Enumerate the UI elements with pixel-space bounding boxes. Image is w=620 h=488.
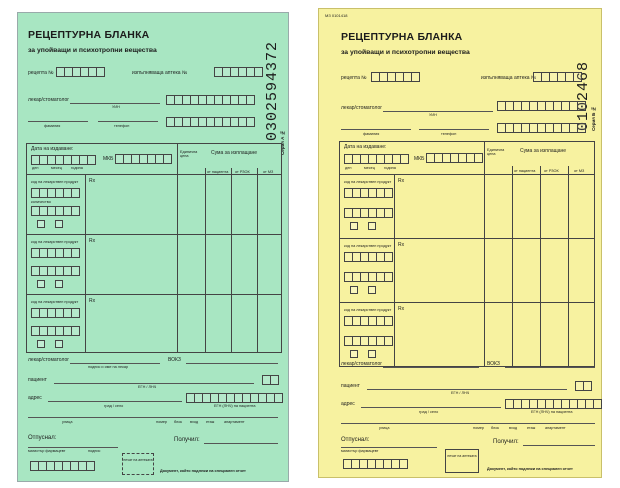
pharmacy-stamp: печат на аптеката (445, 449, 479, 473)
serial-number: 0102468 (575, 60, 592, 131)
doctor-label: лекар/стоматолог (28, 97, 70, 103)
serial-label: Серия Б № (591, 106, 596, 131)
drug-code-2[interactable] (31, 248, 79, 258)
recipe-no-label: рецепта № (28, 70, 54, 76)
rx-table: Дата на издаване: ден месец година МКБ Единична цена Сума за изплащане от пациента от РЗОК от МЗ Rx код на лекарствен продукт Rx код на лекарствен продукт Rx код на лекарствен продукт (339, 141, 595, 367)
recipe-no-boxes[interactable] (56, 67, 104, 77)
serial-number: 0302594372 (264, 40, 281, 141)
date-boxes[interactable] (31, 155, 95, 165)
egn-boxes[interactable] (186, 393, 282, 403)
prescription-form-green: РЕЦЕПТУРНА БЛАНКА за упойващи и психотропни вещества 0302594372 Серия А № рецепта № изпълняваща аптека № лекар/стоматолог УИН фамилия телефон Дата на издаване: ден месец година МКБ Единична цена Сума за изплащане от пациента от РЗОК от МЗ Rx код на лекарствен продукт количество Rx код на лекарствен продукт Rx код на лекарствен продукт лекар/стоматолог подпис и име на лекар ВОКЗ пациент ЕГН / ЛНЧ адрес град / село ЕГН (ЛНЧ) на пациента улица номер блок вход етаж апартамент Отпуснал: магистър фармацевт подпис Получил: печат на аптеката Документ, който подлежи на специален отчет (17, 12, 289, 482)
rzok-boxes[interactable] (166, 117, 254, 127)
rx-table: Дата на издаване: ден месец година МКБ Единична цена Сума за изплащане от пациента от РЗОК от МЗ Rx код на лекарствен продукт количество Rx код на лекарствен продукт Rx код на лекарствен продукт (26, 143, 282, 353)
pharmacy-label: изпълняваща аптека № (132, 70, 188, 76)
form-title: РЕЦЕПТУРНА БЛАНКА (28, 29, 150, 41)
serial-label: Серия А № (280, 130, 285, 155)
uin-boxes[interactable] (166, 95, 254, 105)
drug-code-1[interactable] (31, 188, 79, 198)
prescription-form-yellow: МЗ 0101418 РЕЦЕПТУРНА БЛАНКА за упойващи и психотропни вещества 0102468 Серия Б № рецепта № изпълняваща аптека № лекар/стоматолог УИН фамилия телефон Дата на издаване: ден месец година МКБ Единична цена Сума за изплащане от пациента от РЗОК от МЗ Rx код на лекарствен продукт Rx код на лекарствен продукт Rx код на лекарствен продукт лекар/стоматолог ВОКЗ пациент ЕГН / ЛНЧ адрес град / село ЕГН (ЛНЧ) на пациента улица номер блок вход етаж апартамент Отпуснал: магистър фармацевт Получил: печат на аптеката Документ, който подлежи на специален отчет (318, 8, 602, 478)
pharmacy-stamp: печат на аптеката (122, 453, 154, 475)
pharmacy-boxes[interactable] (214, 67, 262, 77)
drug-code-3[interactable] (31, 308, 79, 318)
form-subtitle: за упойващи и психотропни вещества (341, 49, 470, 56)
form-title: РЕЦЕПТУРНА БЛАНКА (341, 31, 463, 43)
mkb-boxes[interactable] (115, 154, 171, 164)
date-label: Дата на издаване: (31, 146, 74, 152)
form-subtitle: за упойващи и психотропни вещества (28, 47, 157, 54)
